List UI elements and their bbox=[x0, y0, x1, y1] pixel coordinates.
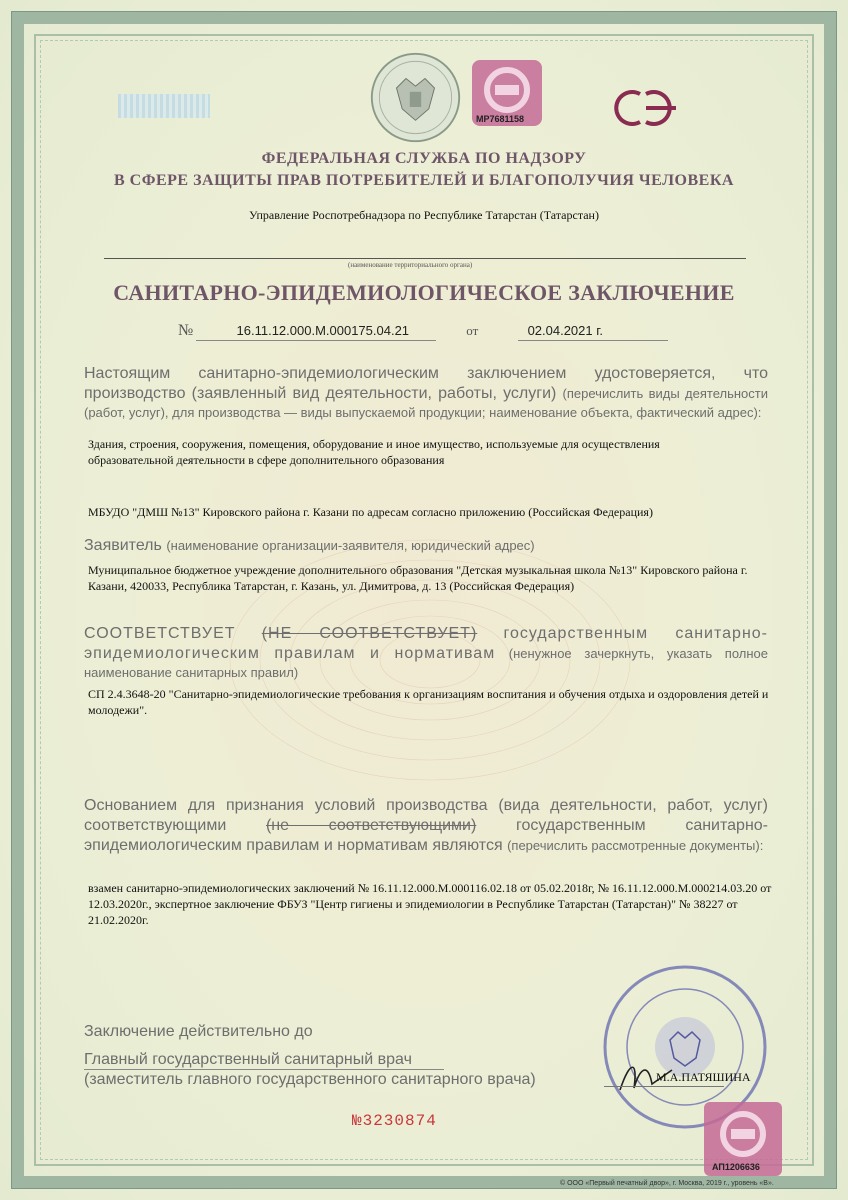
number-underline bbox=[196, 340, 436, 341]
hologram-bottom-number: АП1206636 bbox=[712, 1162, 760, 1172]
activity-intro-note: (перечислить виды деятельности (работ, услуг), для производства — виды выпускаемой продукции; наименование объекта, фактический адрес): bbox=[84, 386, 768, 420]
applicant-value: Муниципальное бюджетное учреждение дополнительного образования "Детская музыкальная школа №13" Кировского района г. Казани, 420033, Республика Татарстан, г. Казань, ул. Димитрова, д. 13 (Российская Федерация) bbox=[88, 563, 748, 593]
serial-number: №3230874 bbox=[352, 1112, 437, 1130]
activity-value: Здания, строения, сооружения, помещения, оборудование и иное имущество, используемые для осуществления образовательной деятельности в сфере дополнительного образования bbox=[88, 437, 660, 467]
deputy-label: (заместитель главного государственного санитарного врача) bbox=[84, 1071, 536, 1088]
signature-underline bbox=[604, 1086, 724, 1087]
complies-word: СООТВЕТСТВУЕТ bbox=[84, 625, 236, 642]
number-sign: № bbox=[178, 322, 194, 339]
basis-note: (перечислить рассмотренные документы): bbox=[507, 838, 764, 853]
valid-until-label: Заключение действительно до bbox=[84, 1023, 313, 1040]
compliance-note: (ненужное зачеркнуть, указать полное наименование санитарных правил) bbox=[84, 646, 768, 680]
header-title-line2: В СФЕРЕ ЗАЩИТЫ ПРАВ ПОТРЕБИТЕЛЕЙ И БЛАГОПОЛУЧИЯ ЧЕЛОВЕКА bbox=[114, 172, 734, 189]
basis-value: взамен санитарно-эпидемиологических заключений № 16.11.12.000.М.000116.02.18 от 05.02.2018г, № 16.11.12.000.М.000214.03.20 от 12.03.2020г., экспертное заключение ФБУЗ "Центр гигиены и эпидемиологии в Республике Татарстан (Татарстан)" № 38227 от 21.02.2020г. bbox=[88, 881, 772, 927]
activity-intro-text: Настоящим санитарно-эпидемиологическим заключением удостоверяется, что производство (заявленный вид деятельности, работы, услуги) bbox=[84, 365, 768, 402]
compliance-text: государственным санитарно-эпидемиологическим правилам и нормативам bbox=[84, 625, 768, 662]
compliance-statement bbox=[84, 624, 768, 682]
not-complies-struck: (НЕ СООТВЕТСТВУЕТ) bbox=[261, 625, 478, 642]
applicant-label: Заявитель bbox=[84, 537, 162, 554]
basis-struck: (не соответствующими) bbox=[265, 817, 477, 834]
applicant-note: (наименование организации-заявителя, юридический адрес) bbox=[166, 538, 535, 553]
coat-of-arms-emblem-icon bbox=[368, 50, 463, 145]
basis-statement bbox=[84, 796, 768, 856]
chief-doctor-label: Главный государственный санитарный врач bbox=[84, 1051, 412, 1068]
document-title: САНИТАРНО-ЭПИДЕМИОЛОГИЧЕСКОЕ ЗАКЛЮЧЕНИЕ bbox=[113, 280, 735, 305]
hologram-number: МР7681158 bbox=[476, 114, 525, 124]
basis-text-a: Основанием для признания условий производства (вида деятельности, работ, услуг) соответствующими bbox=[84, 797, 768, 834]
date-underline bbox=[518, 340, 668, 341]
basis-text-b: государственным санитарно-эпидемиологическим правилам и нормативам являются bbox=[84, 817, 768, 854]
authority-underline bbox=[104, 258, 746, 259]
document-number: 16.11.12.000.М.000175.04.21 bbox=[236, 323, 410, 338]
date-label: от bbox=[466, 323, 479, 338]
territorial-authority: Управление Роспотребнадзора по Республике Татарстан (Татарстан) bbox=[249, 208, 599, 222]
object-name: МБУДО "ДМШ №13" Кировского района г. Казани по адресам согласно приложению (Российская Федерация) bbox=[88, 505, 653, 519]
activity-intro bbox=[84, 364, 768, 422]
sanitary-rules-value: СП 2.4.3648-20 "Санитарно-эпидемиологические требования к организациям воспитания и обучения отдыха и оздоровления детей и молодежи". bbox=[88, 687, 769, 717]
certification-mark-icon bbox=[606, 88, 686, 128]
security-strip bbox=[118, 94, 210, 118]
signer-name: М.А.ПАТЯШИНА bbox=[656, 1070, 751, 1084]
applicant-label-line bbox=[84, 536, 768, 556]
header-title-line1: ФЕДЕРАЛЬНАЯ СЛУЖБА ПО НАДЗОРУ bbox=[261, 150, 587, 167]
document-number-line bbox=[178, 322, 603, 340]
document-date: 02.04.2021 г. bbox=[527, 323, 604, 338]
authority-caption: (наименование территориального органа) bbox=[348, 261, 473, 269]
printer-imprint: © ООО «Первый печатный двор», г. Москва, 2019 г., уровень «В». bbox=[560, 1180, 774, 1187]
